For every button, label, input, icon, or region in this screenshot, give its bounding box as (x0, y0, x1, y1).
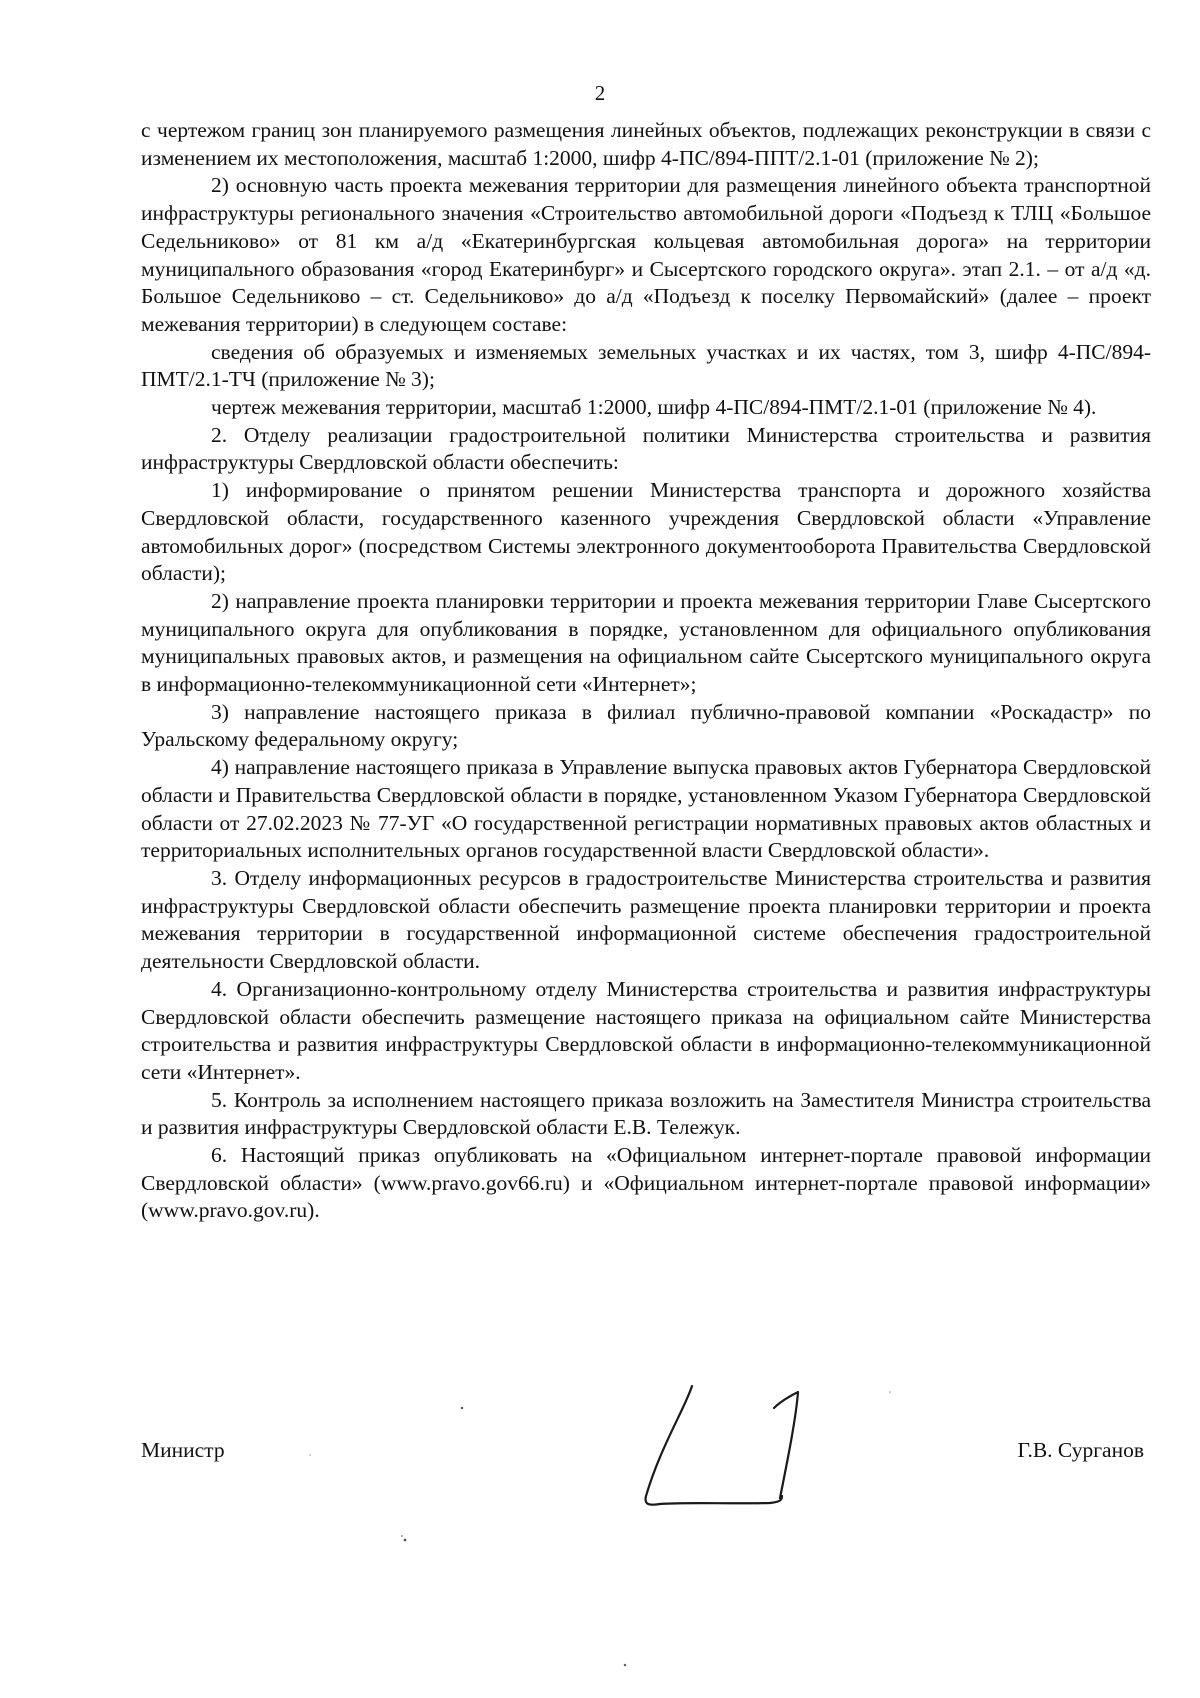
paragraph-3: сведения об образуемых и изменяемых земельных участках и их частях, том 3, шифр 4-ПС/894-ПМТ/2.1-ТЧ (приложение № 3); (141, 339, 1151, 392)
paragraph-13: 6. Настоящий приказ опубликовать на «Официальном интернет-портале правовой информации Свердловской области» (www.pravo.gov66.ru) и «Официальном интернет-портале правовой информации» (www.pravo.gov.ru). (141, 1143, 1151, 1223)
paragraph-7: 2) направление проекта планировки территории и проекта межевания территории Главе Сысертского муниципального округа для опубликования в порядке, установленном для официального опубликования муниципальных правовых актов, и размещения на официальном сайте Сысертского муниципального округа в информационно-телекоммуникационной сети «Интернет»; (141, 588, 1151, 697)
paragraph-8: 3) направление настоящего приказа в филиал публично-правовой компании «Роскадастр» по Уральскому федеральному округу; (141, 699, 1151, 752)
handwritten-signature (630, 1378, 850, 1518)
page-number: 2 (594, 81, 606, 105)
signatory-name: Г.В. Сурганов (1017, 1438, 1144, 1462)
signatory-title: Министр (141, 1438, 225, 1462)
paragraph-1: с чертежом границ зон планируемого размещения линейных объектов, подлежащих реконструкции в связи с изменением их местоположения, масштаб 1:2000, шифр 4-ПС/894-ППТ/2.1-01 (приложение № 2); (141, 118, 1151, 170)
paragraph-2: 2) основную часть проекта межевания территории для размещения линейного объекта транспортной инфраструктуры регионального значения «Строительство автомобильной дороги «Подъезд к ТЛЦ «Большое Седельниково» от 81 км а/д «Екатеринбургская кольцевая автомобильная дорога» на территории муниципального образования «город Екатеринбург» и Сысертского городского округа». этап 2.1. – от а/д «д. Большое Седельниково – ст. Седельниково» до а/д «Подъезд к поселку Первомайский» (далее – проект межевания территории) в следующем составе: (141, 173, 1151, 336)
paragraph-4: чертеж межевания территории, масштаб 1:2000, шифр 4-ПС/894-ПМТ/2.1-01 (приложение № 4). (211, 395, 1097, 420)
paragraph-6: 1) информирование о принятом решении Министерства транспорта и дорожного хозяйства Свердловской области, государственного казенного учреждения Свердловской области «Управление автомобильных дорог» (посредством Системы электронного документооборота Правительства Свердловской области); (141, 478, 1151, 586)
paragraph-5: 2. Отделу реализации градостроительной политики Министерства строительства и развития инфраструктуры Свердловской области обеспечить: (141, 422, 1151, 475)
document-body (141, 117, 1151, 1225)
paragraph-10: 3. Отделу информационных ресурсов в градостроительстве Министерства строительства и развития инфраструктуры Свердловской области обеспечить размещение проекта планировки территории и проекта межевания территории в государственной информационной системе обеспечения градостроительной деятельности Свердловской области. (141, 865, 1151, 974)
paragraph-11: 4. Организационно-контрольному отделу Министерства строительства и развития инфраструктуры Свердловской области обеспечить размещение настоящего приказа на официальном сайте Министерства строительства и развития инфраструктуры Свердловской области в информационно-телекоммуникационной сети «Интернет». (141, 976, 1151, 1084)
paragraph-9: 4) направление настоящего приказа в Управление выпуска правовых актов Губернатора Свердловской области и Правительства Свердловской области в порядке, установленном Указом Губернатора Свердловской области от 27.02.2023 № 77-УГ «О государственной регистрации нормативных правовых актов областных и территориальных исполнительных органов государственной власти Свердловской области». (141, 755, 1151, 863)
paragraph-12: 5. Контроль за исполнением настоящего приказа возложить на Заместителя Министра строительства и развития инфраструктуры Свердловской области Е.В. Тележук. (141, 1087, 1151, 1140)
